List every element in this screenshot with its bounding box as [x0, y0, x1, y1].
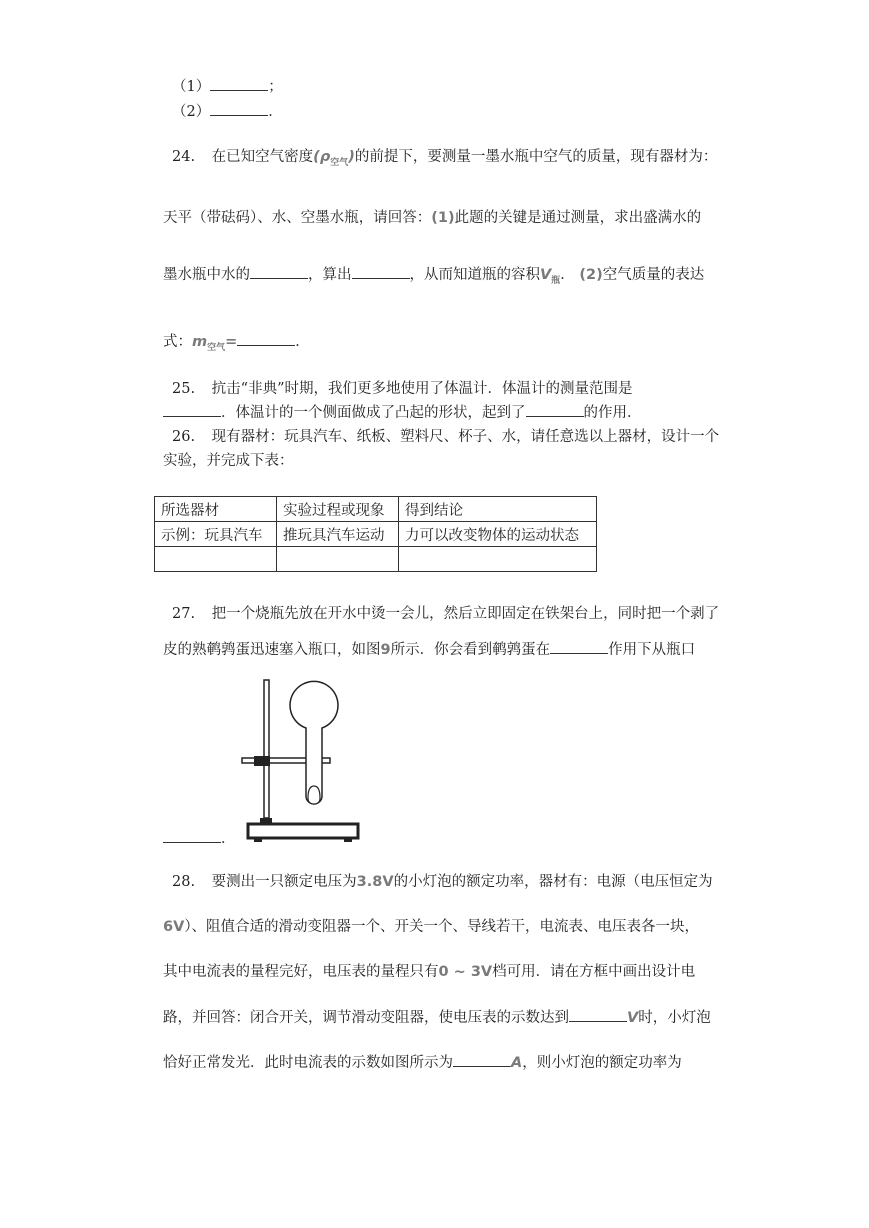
table-header-row	[155, 497, 597, 522]
punctuation: ．	[295, 334, 310, 350]
question-text: 天平（带砝码）、水、空墨水瓶，请回答：	[163, 210, 432, 226]
q24-line-3	[163, 265, 704, 290]
question-text: ）、阻值合适的滑动变阻器一个、开关一个、导线若干，电流表、电压表各一块，	[184, 919, 700, 935]
answer-blank[interactable]	[526, 403, 584, 417]
q27-line-3	[163, 829, 236, 848]
q24-line-2	[163, 209, 701, 227]
question-text: 现有器材：玩具汽车、纸板、塑料尺、杯子、水，请任意选以上器材，设计一个	[211, 429, 720, 445]
punctuation: ．	[268, 104, 283, 120]
table-header-cell: 所选器材	[155, 497, 277, 522]
answer-blank[interactable]	[352, 265, 410, 279]
punctuation: ；	[268, 79, 283, 95]
clamp-boss	[254, 756, 270, 766]
q28-line-1	[172, 873, 713, 891]
q28-line-4	[163, 1008, 711, 1027]
rod-mount	[260, 818, 272, 825]
answer-blank[interactable]	[163, 829, 221, 843]
q26-line-2	[163, 452, 294, 470]
table-cell[interactable]	[155, 547, 277, 572]
unit-volt: V	[627, 1010, 639, 1026]
v-subscript: 瓶	[551, 276, 561, 286]
question-text: 的小灯泡的额定功率，器材有：电源（电压恒定为	[393, 874, 713, 890]
answer-blank[interactable]	[569, 1008, 627, 1022]
question-number: 24.	[172, 149, 196, 165]
question-text: 空气质量的表达	[602, 267, 705, 283]
question-text: 作用下从瓶口	[608, 642, 696, 658]
question-number: 26.	[172, 429, 196, 445]
question-text: 在已知空气密度	[211, 149, 314, 165]
source-voltage: 6V	[163, 919, 185, 935]
table-cell[interactable]	[399, 547, 597, 572]
answer-blank[interactable]	[453, 1053, 511, 1067]
flask-on-stand-figure	[232, 676, 364, 842]
q28-line-2	[163, 918, 699, 936]
answer-blank[interactable]	[250, 265, 308, 279]
question-number: 25.	[172, 381, 196, 397]
q25-line-1	[172, 380, 633, 398]
item-label: （2）	[172, 104, 211, 120]
question-text: 所示．你会看到鹌鹑蛋在	[390, 642, 551, 658]
q27-line-1	[172, 605, 719, 623]
sub-question-label: (2)	[579, 267, 603, 283]
stand-rod	[264, 680, 269, 818]
q24-line-4	[163, 332, 310, 357]
question-text: 式：	[163, 334, 192, 350]
rated-voltage: 3.8V	[356, 874, 394, 890]
answer-blank[interactable]	[210, 102, 268, 116]
quail-egg	[308, 786, 320, 804]
question-text: 墨水瓶中水的	[163, 267, 250, 283]
table-cell: 示例：玩具汽车	[155, 522, 277, 547]
mass-formula	[192, 334, 238, 353]
answer-blank[interactable]	[550, 640, 608, 654]
q26-line-1	[172, 428, 719, 446]
equals-sign: =	[225, 334, 238, 350]
question-text: 其中电流表的量程完好，电压表的量程只有	[163, 964, 439, 980]
table-header-cell: 得到结论	[399, 497, 597, 522]
rho-formula: $(\rho_{空气})$	[313, 149, 355, 168]
punctuation: ．	[221, 831, 236, 847]
question-text: 皮的熟鹌鹑蛋迅速塞入瓶口，如图	[163, 642, 381, 658]
question-text: ，则小灯泡的额定功率为	[522, 1055, 682, 1071]
q23-item-1	[172, 77, 283, 96]
question-text: ．体温计的一个侧面做成了凸起的形状，起到了	[221, 405, 526, 421]
table-cell: 推玩具汽车运动	[277, 522, 399, 547]
question-text: 时，小灯泡	[638, 1010, 711, 1026]
q28-line-3	[163, 963, 695, 981]
item-label: （1）	[172, 79, 211, 95]
question-text: 路，并回答：闭合开关，调节滑动变阻器，使电压表的示数达到	[163, 1010, 569, 1026]
table-row	[155, 547, 597, 572]
answer-blank[interactable]	[163, 403, 221, 417]
rho-symbol: ρ	[319, 149, 331, 165]
table-cell: 力可以改变物体的运动状态	[399, 522, 597, 547]
question-text: 的前提下，要测量一墨水瓶中空气的质量，现有器材为：	[354, 149, 718, 165]
question-text: 实验，并完成下表：	[163, 453, 294, 469]
stand-foot-left	[254, 837, 262, 842]
stand-base	[248, 824, 358, 838]
question-text: 恰好正常发光．此时电流表的示数如图所示为	[163, 1055, 453, 1071]
question-text: 要测出一只额定电压为	[211, 874, 357, 890]
m-subscript: 空气	[207, 343, 226, 353]
q24-line-1	[172, 148, 717, 172]
voltmeter-range: 0 ~ 3V	[438, 964, 493, 980]
stand-foot-right	[344, 837, 352, 842]
question-number: 27.	[172, 606, 196, 622]
m-symbol: m	[192, 334, 208, 350]
q25-line-2	[163, 403, 642, 422]
figure-number: 9	[380, 642, 391, 658]
q23-item-2	[172, 102, 283, 121]
question-text: 此题的关键是通过测量，求出盛满水的	[454, 210, 702, 226]
q28-line-5	[163, 1053, 682, 1072]
question-text: 档可用．请在方框中画出设计电	[492, 964, 696, 980]
question-text: ，从而知道瓶的容积	[409, 267, 540, 283]
rho-subscript: 空气	[330, 158, 349, 168]
v-symbol: V	[540, 267, 552, 283]
question-text: ，算出	[308, 267, 352, 283]
volume-formula	[540, 267, 561, 286]
sub-question-label: (1)	[431, 210, 455, 226]
q27-line-2	[163, 640, 695, 659]
table-row	[155, 522, 597, 547]
experiment-table	[154, 496, 597, 572]
unit-ampere: A	[511, 1055, 523, 1071]
question-number: 28.	[172, 874, 196, 890]
punctuation: ．	[560, 267, 575, 283]
answer-blank[interactable]	[210, 77, 268, 91]
question-text: 抗击“非典”时期，我们更多地使用了体温计．体温计的测量范围是	[211, 381, 633, 397]
answer-blank[interactable]	[237, 332, 295, 346]
question-text: 把一个烧瓶先放在开水中烫一会儿，然后立即固定在铁架台上，同时把一个剥了	[211, 606, 720, 622]
table-cell[interactable]	[277, 547, 399, 572]
question-text: 的作用．	[583, 405, 642, 421]
table-header-cell: 实验过程或现象	[277, 497, 399, 522]
